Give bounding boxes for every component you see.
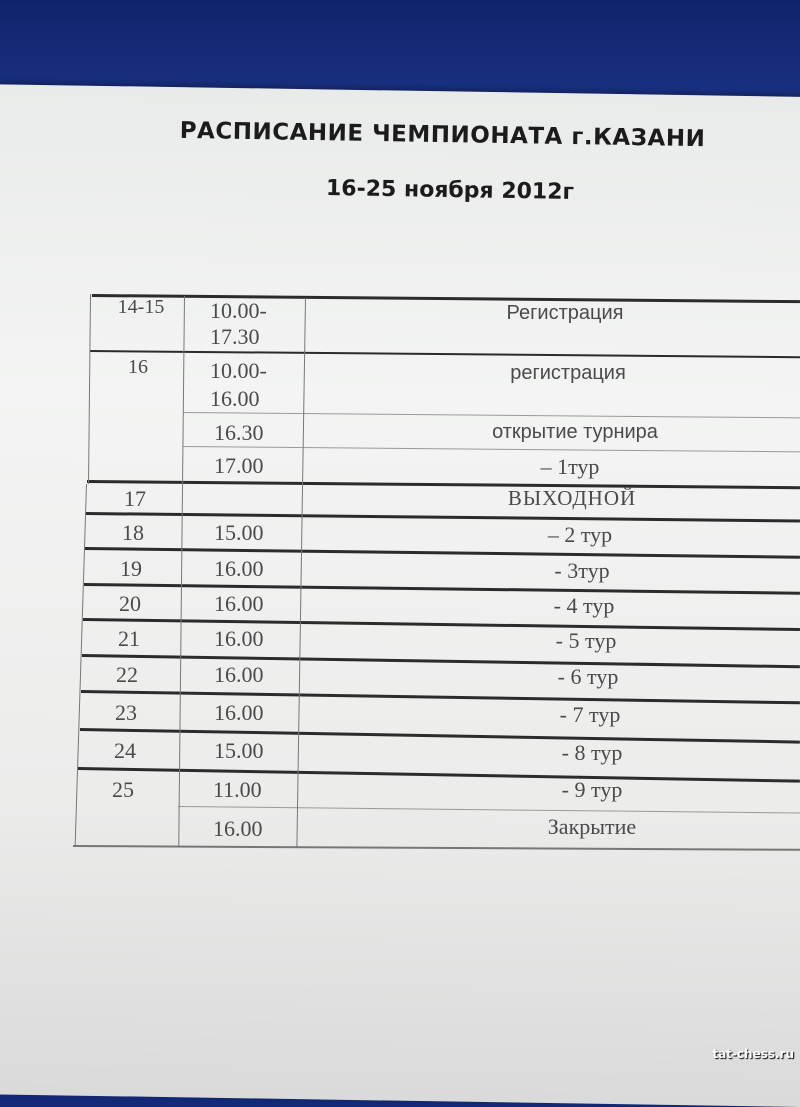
day-cell: 19 xyxy=(120,556,142,581)
time-cell: 16.00 xyxy=(214,626,264,651)
day-cell: 22 xyxy=(116,662,138,687)
row-separator xyxy=(85,547,800,559)
document-subtitle: 16-25 ноября 2012г xyxy=(325,176,575,205)
site-watermark: tat-chess.ru xyxy=(712,1047,794,1061)
time-cell: 15.00 xyxy=(214,738,264,763)
event-cell: - 7 тур xyxy=(559,702,621,727)
day-cell: 23 xyxy=(115,700,137,725)
day-cell: 16 xyxy=(128,356,148,378)
event-cell: - 6 тур xyxy=(557,664,619,689)
day-cell: 21 xyxy=(118,626,140,651)
row-separator xyxy=(183,446,800,452)
row-separator xyxy=(178,806,800,814)
day-cell: 25 xyxy=(112,777,134,802)
event-cell: – 1тур xyxy=(540,454,600,479)
time-cell: 16.00 xyxy=(214,700,264,725)
event-cell: открытие турнира xyxy=(492,421,658,443)
event-cell: ВЫХОДНОЙ xyxy=(507,486,637,510)
time-cell: 16.00 xyxy=(213,816,263,841)
time-cell: 15.00 xyxy=(214,520,264,545)
table-bottom-border xyxy=(73,845,800,851)
time-cell: 11.00 xyxy=(213,777,262,802)
event-cell: - 9 тур xyxy=(561,777,623,802)
time-cell: 10.00- 17.30 xyxy=(210,298,267,349)
time-cell: 16.00 xyxy=(214,591,264,616)
event-cell: - 8 тур xyxy=(561,740,623,765)
event-cell: - 5 тур xyxy=(555,628,617,653)
event-cell: – 2 тур xyxy=(547,522,613,547)
row-separator xyxy=(90,350,800,358)
document-title: РАСПИСАНИЕ ЧЕМПИОНАТА г.КАЗАНИ xyxy=(179,117,706,153)
time-cell: 16.00 xyxy=(214,556,264,581)
time-cell: 10.00- 16.00 xyxy=(210,358,267,411)
row-separator xyxy=(86,512,800,522)
table-left-border xyxy=(88,294,91,484)
event-cell: - 4 тур xyxy=(553,593,615,618)
day-cell: 14-15 xyxy=(117,296,165,318)
event-cell: - 3тур xyxy=(554,558,610,583)
time-cell: 16.00 xyxy=(214,662,264,687)
event-cell: Закрытие xyxy=(547,814,637,839)
event-cell: регистрация xyxy=(510,362,626,384)
event-cell: Регистрация xyxy=(506,302,624,324)
day-cell: 17 xyxy=(124,486,146,511)
day-cell: 18 xyxy=(122,520,144,545)
day-cell: 24 xyxy=(114,738,136,763)
time-cell: 16.30 xyxy=(214,420,264,445)
day-cell: 20 xyxy=(119,591,141,616)
time-cell: 17.00 xyxy=(214,453,264,478)
